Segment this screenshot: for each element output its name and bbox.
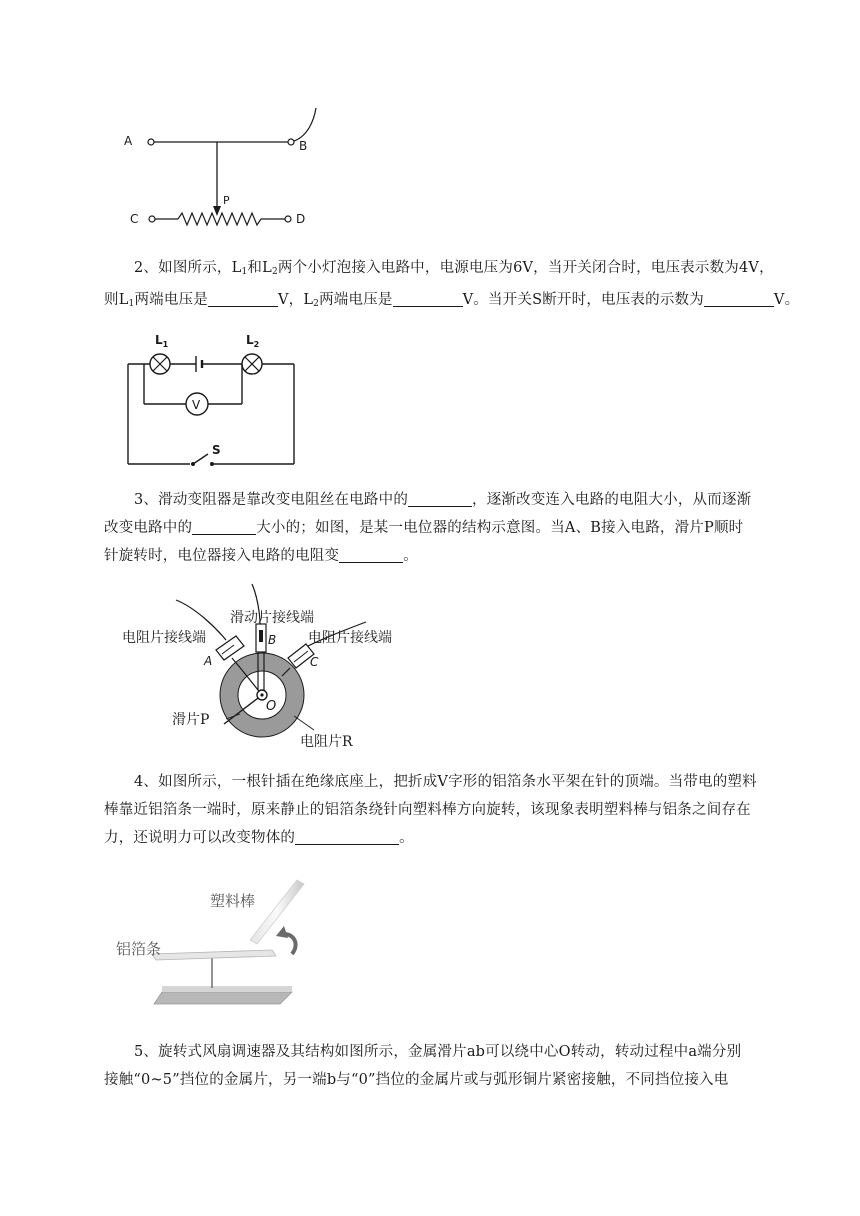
label-p: P bbox=[223, 194, 230, 207]
q3-text: 3、滑动变阻器是靠改变电阻丝在电路中的 bbox=[134, 492, 409, 508]
label-foil: 铝箔条 bbox=[116, 940, 162, 958]
label-slider-terminal: 滑动片接线端 bbox=[230, 610, 314, 626]
label-res-terminal-left: 电阻片接线端 bbox=[122, 630, 206, 646]
label-c: C bbox=[130, 212, 139, 226]
foil-strip-figure bbox=[112, 870, 342, 1010]
answer-blank[interactable] bbox=[295, 828, 399, 845]
q2-text: 2、如图所示，L bbox=[134, 260, 242, 276]
q2-sub: 1 bbox=[128, 299, 135, 309]
label-d: D bbox=[296, 212, 306, 226]
label-l2: $L_2$ bbox=[246, 333, 260, 349]
label-rod: 塑料棒 bbox=[210, 892, 256, 910]
question-3 bbox=[104, 486, 804, 570]
label-res-terminal-right: 电阻片接线端 bbox=[308, 630, 392, 646]
q3-text: ，逐渐改变连入电路的电阻大小，从而逐渐 bbox=[472, 492, 752, 508]
answer-blank[interactable] bbox=[208, 290, 278, 307]
label-a: A bbox=[204, 654, 213, 668]
label-s: S bbox=[212, 443, 221, 457]
answer-blank[interactable] bbox=[408, 490, 472, 507]
label-o: O bbox=[266, 699, 277, 714]
q3-text: 大小的；如图，是某一电位器的结构示意图。当A、B接入电路，滑片P顺时 bbox=[256, 520, 744, 536]
label-res: 电阻片R bbox=[300, 734, 353, 750]
label-slider: 滑片P bbox=[172, 712, 210, 728]
bulb-circuit-figure bbox=[122, 330, 302, 470]
label-b: B bbox=[268, 633, 277, 647]
q2-sub: 1 bbox=[241, 267, 248, 277]
q2-text: 两个小灯泡接入电路中，电源电压为6V，当开关闭合时，电压表示数为4V， bbox=[277, 260, 774, 276]
question-4 bbox=[104, 768, 804, 852]
q2-sub: 2 bbox=[271, 267, 278, 277]
label-l1: $L_1$ bbox=[155, 333, 169, 349]
q4-text: 棒靠近铝箔条一端时，原来静止的铝箔条绕针向塑料棒方向旋转，该现象表明塑料棒与铝条之间存在 bbox=[104, 802, 751, 818]
rheostat-circuit-figure bbox=[118, 100, 338, 230]
q2-text: V，L bbox=[277, 292, 314, 308]
q4-text: 力，还说明力可以改变物体的 bbox=[104, 830, 296, 846]
label-a: A bbox=[124, 134, 133, 148]
question-5 bbox=[104, 1038, 804, 1094]
potentiometer-figure bbox=[118, 578, 438, 753]
answer-blank[interactable] bbox=[339, 546, 403, 563]
q4-text: 4、如图所示，一根针插在绝缘底座上，把折成V字形的铝箔条水平架在针的顶端。当带电的塑料 bbox=[134, 774, 757, 790]
question-2 bbox=[104, 254, 804, 318]
q3-text: 。 bbox=[403, 548, 418, 564]
q2-text: 两端电压是 bbox=[319, 292, 393, 308]
q2-text: V。当开关S断开时，电压表的示数为 bbox=[462, 292, 704, 308]
q5-text: 接触“0~5”挡位的金属片，另一端b与“0”挡位的金属片或与弧形铜片紧密接触，不同挡位接入电 bbox=[104, 1072, 729, 1088]
q2-text: V。 bbox=[773, 292, 800, 308]
answer-blank[interactable] bbox=[192, 518, 256, 535]
q3-text: 改变电路中的 bbox=[104, 520, 193, 536]
label-b: B bbox=[299, 139, 308, 153]
q5-text: 5、旋转式风扇调速器及其结构如图所示，金属滑片ab可以绕中心O转动，转动过程中a端分别 bbox=[134, 1044, 742, 1060]
q2-sub: 2 bbox=[313, 299, 320, 309]
label-c: C bbox=[310, 655, 319, 669]
label-v: V bbox=[192, 398, 201, 412]
q2-text: 则L bbox=[104, 292, 129, 308]
q4-text: 。 bbox=[399, 830, 414, 846]
q2-text: 和L bbox=[247, 260, 272, 276]
q2-text: 两端电压是 bbox=[134, 292, 208, 308]
answer-blank[interactable] bbox=[393, 290, 463, 307]
answer-blank[interactable] bbox=[704, 290, 774, 307]
q3-text: 针旋转时，电位器接入电路的电阻变 bbox=[104, 548, 340, 564]
